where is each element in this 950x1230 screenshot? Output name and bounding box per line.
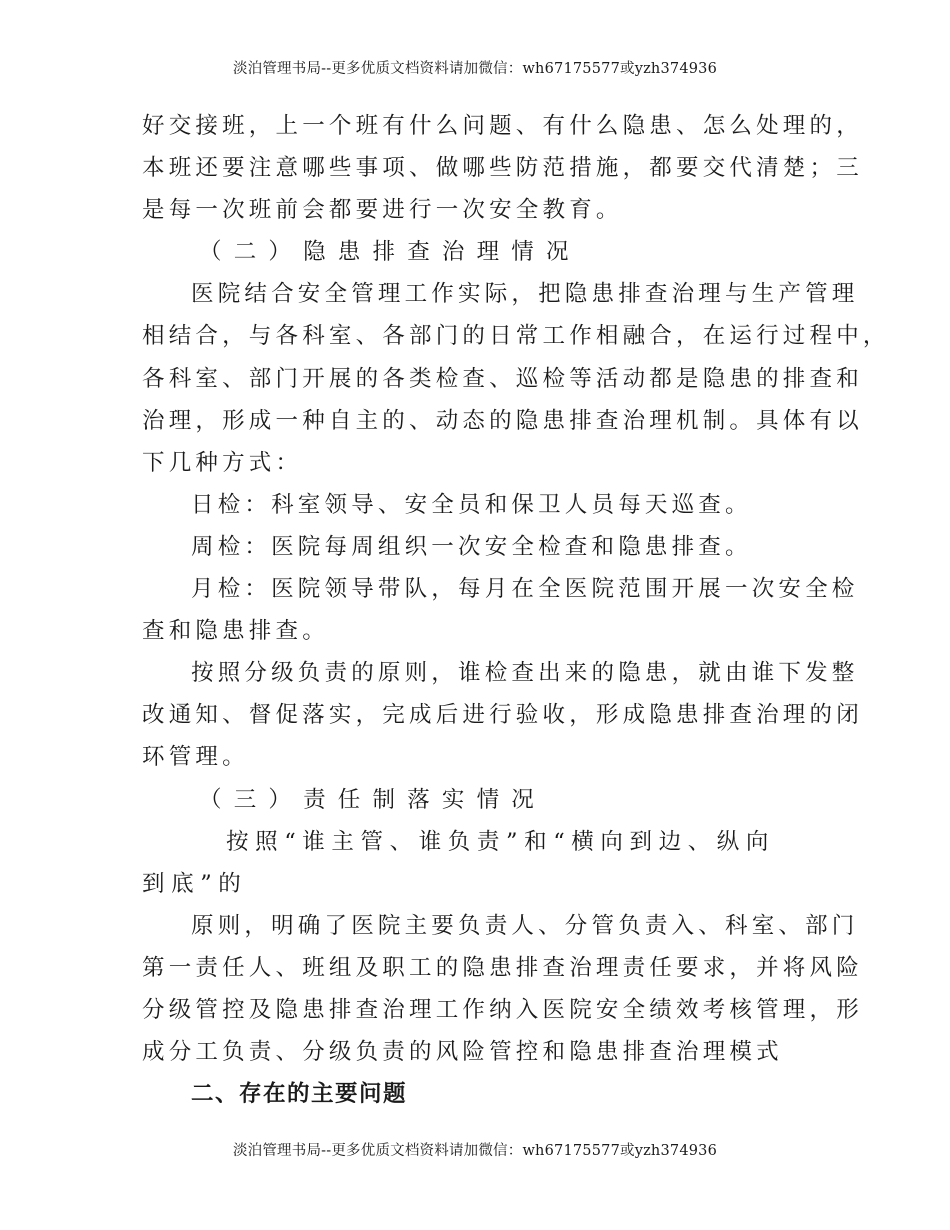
- paragraph-line: 是每一次班前会都要进行一次安全教育。: [142, 197, 623, 224]
- paragraph-line: 医院结合安全管理工作实际，把隐患排查治理与生产管理: [191, 281, 859, 308]
- document-body: [142, 105, 890, 1115]
- page-footer: 淡泊管理书局--更多优质文档资料请加微信：wh67175577或yzh374936: [232, 1143, 718, 1159]
- paragraph-line: 治理，形成一种自主的、动态的隐患排查治理机制。具体有以: [142, 407, 863, 434]
- paragraph-line: 日检：科室领导、安全员和保卫人员每天巡查。: [191, 491, 752, 518]
- section-heading-3: （三）责任制落实情况: [199, 786, 547, 813]
- paragraph-line: 各科室、部门开展的各类检查、巡检等活动都是隐患的排查和: [142, 365, 863, 392]
- paragraph-line: 第一责任人、班组及职工的隐患排查治理责任要求，并将风险: [142, 954, 863, 981]
- chapter-heading: 二、存在的主要问题: [191, 1081, 408, 1108]
- paragraph-line: 成分工负责、分级负责的风险管控和隐患排查治理模式: [142, 1039, 783, 1066]
- paragraph-line: 原则，明确了医院主要负责人、分管负责入、科室、部门: [191, 912, 859, 939]
- paragraph-line: 查和隐患排查。: [142, 618, 329, 645]
- paragraph-line: 按照分级负责的原则，谁检查出来的隐患，就由谁下发整: [191, 660, 859, 687]
- paragraph-line: 本班还要注意哪些事项、做哪些防范措施，都要交代清楚；三: [142, 155, 863, 182]
- paragraph-line: 改通知、督促落实，完成后进行验收，形成隐患排查治理的闭: [142, 702, 863, 729]
- page-header: 淡泊管理书局--更多优质文档资料请加微信：wh67175577或yzh374936: [232, 61, 718, 77]
- section-heading-2: （二）隐患排查治理情况: [199, 239, 581, 266]
- paragraph-line: 相结合，与各科室、各部门的日常工作相融合，在运行过程中，: [142, 323, 890, 350]
- paragraph-line: 好交接班，上一个班有什么问题、有什么隐患、怎么处理的，: [142, 113, 863, 139]
- paragraph-line: 月检：医院领导带队，每月在全医院范围开展一次安全检: [191, 576, 859, 603]
- paragraph-line: 周检：医院每周组织一次安全检查和隐患排查。: [191, 533, 752, 560]
- paragraph-line: 按照“谁主管、谁负责”和“横向到边、纵向: [226, 828, 776, 855]
- paragraph-line: 到底”的: [142, 870, 248, 897]
- paragraph-line: 环管理。: [142, 744, 249, 771]
- paragraph-line: 下几种方式：: [142, 449, 303, 476]
- paragraph-line: 分级管控及隐患排查治理工作纳入医院安全绩效考核管理，形: [142, 996, 863, 1023]
